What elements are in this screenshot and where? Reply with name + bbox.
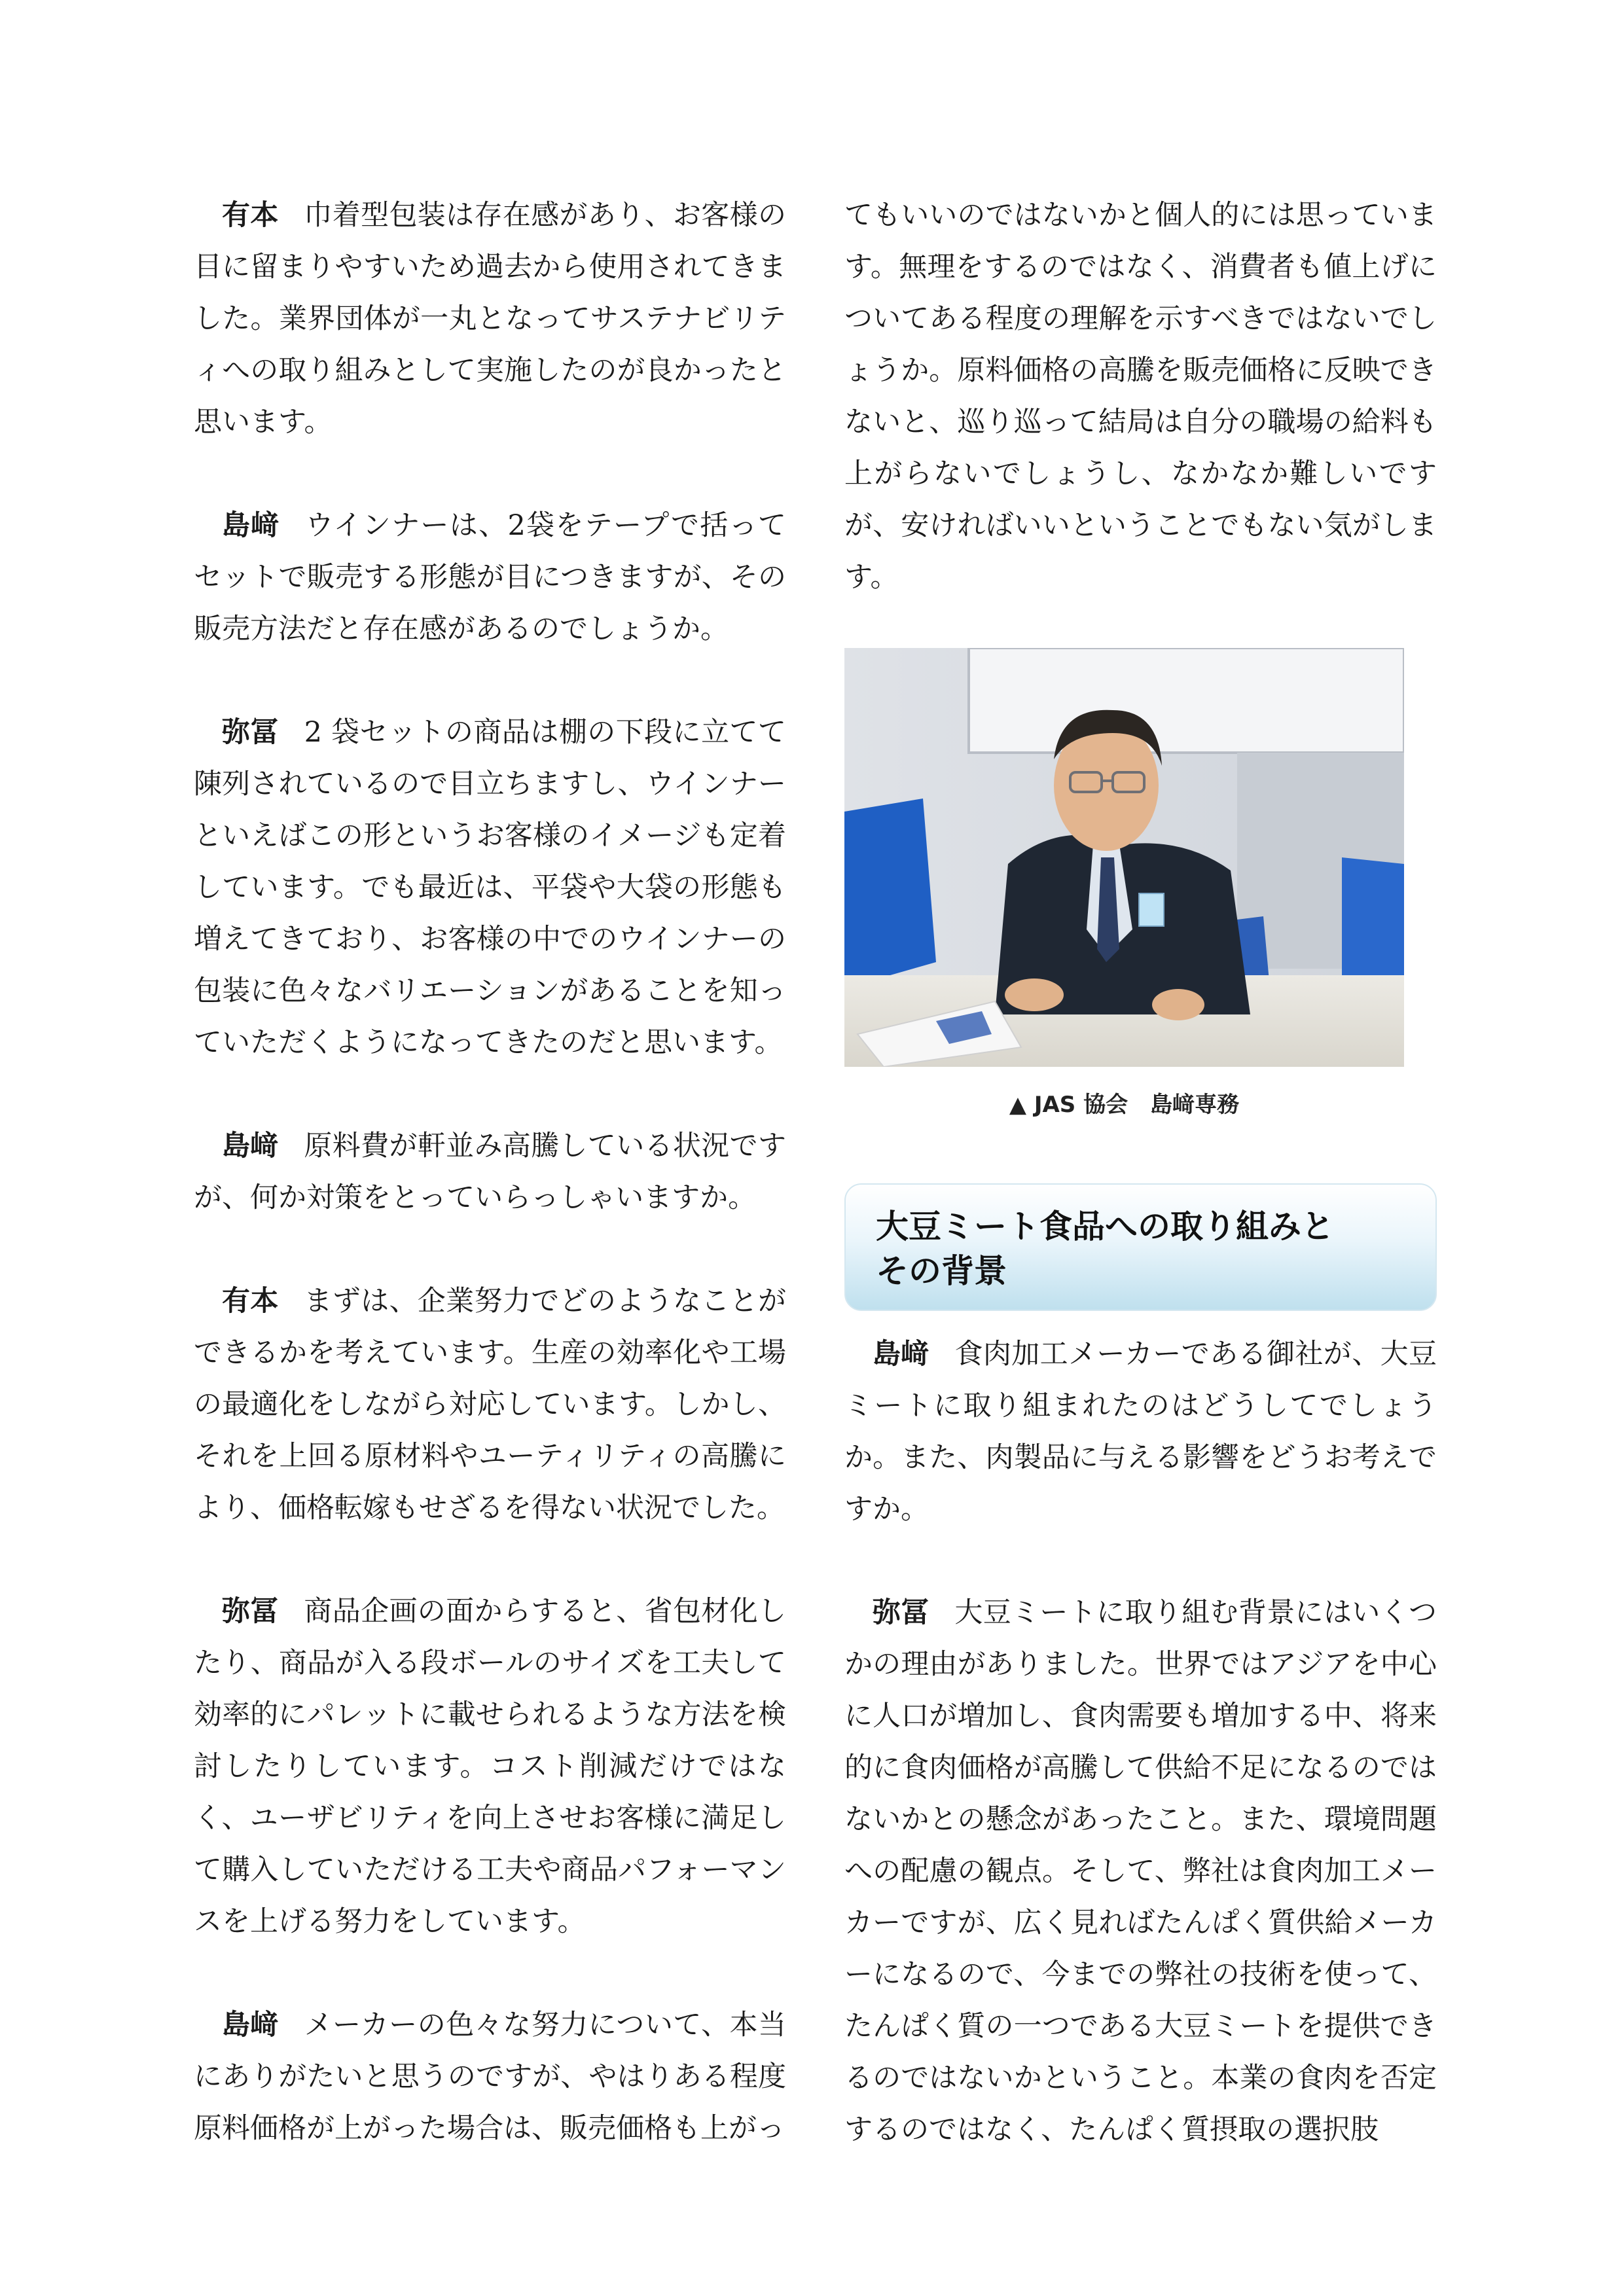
- dialogue-text: 大豆ミートに取り組む背景にはいくつかの理由がありました。世界ではアジアを中心に人口が増加し、食肉需要も増加する中、将来的に食肉価格が高騰して供給不足になるのではないかとの懸念があったこと。また、環境問題への配慮の観点。そして、弊社は食肉加工メーカーですが、広く見ればたんぱく質供給メーカーになるので、今までの弊社の技術を使って、たんぱく質の一つである大豆ミートを提供できるのではないかということ。本業の食肉を否定するのではなく、たんぱく質摂取の選択肢: [844, 1596, 1437, 2146]
- left-column: [194, 190, 786, 2206]
- section-title: [876, 1204, 1413, 1293]
- speaker-name: 島﨑: [222, 1130, 279, 1162]
- dialogue-paragraph: [194, 190, 786, 448]
- dialogue-text: 2 袋セットの商品は棚の下段に立てて陳列されているので目立ちますし、ウインナーといえばこの形というお客様のイメージも定着しています。でも最近は、平袋や大袋の形態も増えてきており、お客様の中でのウインナーの包装に色々なバリエーションがあることを知っていただくようになってきたのだと思います。: [194, 716, 786, 1059]
- dialogue-continuation: てもいいのではないかと個人的には思っています。無理をするのではなく、消費者も値上げについてある程度の理解を示すべきではないでしょうか。原料価格の高騰を販売価格に反映できないと、巡り巡って結局は自分の職場の給料も上がらないでしょうし、なかなか難しいですが、安ければいいということでもない気がします。: [844, 199, 1437, 594]
- speaker-name: 弥冨: [873, 1596, 929, 1629]
- dialogue-paragraph: [194, 1586, 786, 1948]
- dialogue-paragraph: [844, 1587, 1437, 2156]
- speaker-name: 島﨑: [873, 1338, 929, 1371]
- speaker-name: 有本: [222, 1285, 279, 1318]
- dialogue-text: ウインナーは、2袋をテープで括ってセットで販売する形態が目につきますが、その販売方法だと存在感があるのでしょうか。: [194, 509, 786, 645]
- right-column-top: [844, 190, 1437, 655]
- speaker-name: 島﨑: [222, 509, 280, 542]
- photo-illustration: [844, 648, 1404, 1067]
- dialogue-paragraph: [194, 1121, 786, 1224]
- photo-caption: ▲ JAS 協会 島﨑専務: [1009, 1092, 1240, 1118]
- right-column-bottom: [844, 1329, 1437, 2208]
- dialogue-paragraph: [194, 2000, 786, 2155]
- dialogue-text: メーカーの色々な努力について、本当にありがたいと思うのですが、やはりある程度原料価格が上がった場合は、販売価格も上がっ: [194, 2009, 787, 2145]
- speaker-name: 弥冨: [222, 716, 279, 749]
- dialogue-text: まずは、企業努力でどのようなことができるかを考えています。生産の効率化や工場の最適化をしながら対応しています。しかし、それを上回る原材料やユーティリティの高騰により、価格転嫁もせざるを得ない状況でした。: [194, 1285, 787, 1524]
- dialogue-paragraph: [194, 1276, 786, 1534]
- dialogue-paragraph: [194, 500, 786, 655]
- dialogue-text: 原料費が軒並み高騰している状況ですが、何か対策をとっていらっしゃいますか。: [194, 1130, 787, 1214]
- section-title-line-1: 大豆ミート食品への取り組みと: [876, 1208, 1334, 1246]
- dialogue-text: 食肉加工メーカーである御社が、大豆ミートに取り組まれたのはどうしてでしょうか。また、肉製品に与える影響をどうお考えですか。: [844, 1338, 1437, 1526]
- dialogue-text: 商品企画の面からすると、省包材化したり、商品が入る段ボールのサイズを工夫して効率的にパレットに載せられるような方法を検討したりしています。コスト削減だけではなく、ユーザビリティを向上させお客様に満足して購入していただける工夫や商品パフォーマンスを上げる努力をしています。: [194, 1595, 787, 1938]
- speaker-name: 弥冨: [222, 1595, 279, 1628]
- dialogue-paragraph: [844, 1329, 1437, 1535]
- section-title-line-2: その背景: [876, 1252, 1007, 1290]
- interview-photo: [844, 648, 1404, 1067]
- speaker-name: 島﨑: [222, 2009, 279, 2041]
- dialogue-paragraph: [194, 707, 786, 1069]
- dialogue-text: 巾着型包装は存在感があり、お客様の目に留まりやすいため過去から使用されてきました。業界団体が一丸となってサステナビリティへの取り組みとして実施したのが良かったと思います。: [194, 199, 787, 439]
- section-heading-box: [844, 1183, 1437, 1311]
- speaker-name: 有本: [222, 199, 279, 232]
